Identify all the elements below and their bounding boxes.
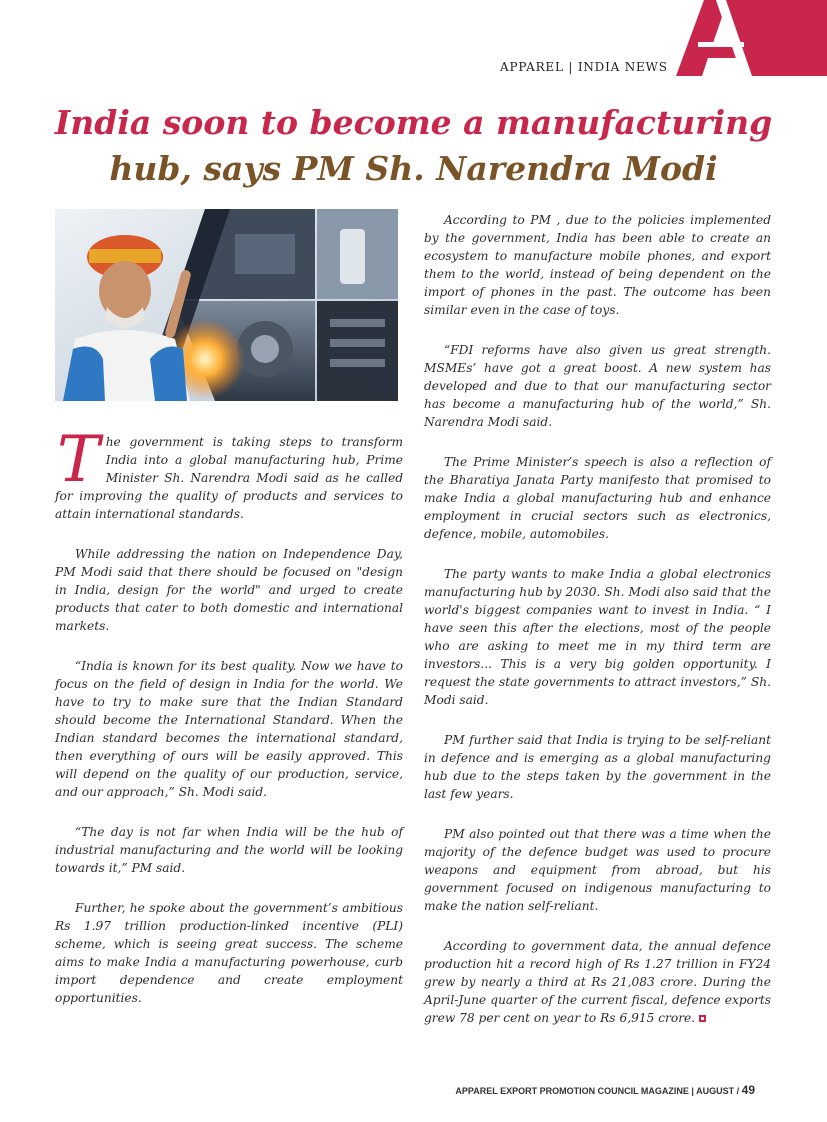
photo-collage [55, 209, 398, 401]
title-line-2: hub, says PM Sh. Narendra Modi [109, 149, 718, 188]
article-column-right [424, 211, 771, 1049]
paragraph: “The day is not far when India will be the hub of industrial manufacturing and the world will be looking towards it,” PM said. [55, 825, 403, 875]
paragraph-last: According to government data, the annual defence production hit a record high of Rs 1.27 trillion in FY24 grew by nearly a third at Rs 21,083 crore. During the April-June quarter of the current fiscal, defence exports grew 78 per cent on year to Rs 6,915 crore. [424, 939, 771, 1025]
paragraph: According to PM , due to the policies implemented by the government, India has been able to create an ecosystem to manufacture mobile phones, and export them to the world, instead of being dependent on the import of phones in the past. The outcome has been similar even in the case of toys. [424, 213, 771, 317]
paragraph: While addressing the nation on Independence Day, PM Modi said that there should be focused on "design in India, design for the world" and urged to create products that cater to both domestic and international markets. [55, 547, 403, 633]
paragraph: The Prime Minister’s speech is also a reflection of the Bharatiya Janata Party manifesto that promised to make India a global manufacturing hub and enhance employment in crucial sectors such as electronics, defence, mobile, automobiles. [424, 455, 771, 541]
paragraph: Further, he spoke about the government’s ambitious Rs 1.97 trillion production-linked incentive (PLI) scheme, which is seeing great success. The scheme aims to make India a manufacturing powerhouse, curb import dependence and create employment opportunities. [55, 901, 403, 1005]
paragraph: “India is known for its best quality. Now we have to focus on the field of design in India for the world. We have to try to make sure that the Indian Standard should become the International Standard. When the Indian standard becomes the international standard, then everything of ours will be easily approved. This will depend on the quality of our production, service, and our approach,” Sh. Modi said. [55, 659, 403, 799]
page-number: 49 [741, 1083, 755, 1097]
article-column-left [55, 423, 403, 1029]
end-of-article-icon [699, 1015, 706, 1022]
footer-magazine-name: APPAREL EXPORT PROMOTION COUNCIL MAGAZINE | AUGUST / [455, 1086, 740, 1096]
paragraph: PM also pointed out that there was a time when the majority of the defence budget was used to procure weapons and equipment from abroad, but his government focused on indigenous manufacturing to make the nation self-reliant. [424, 827, 771, 913]
page-footer [455, 1083, 755, 1097]
drop-cap: T [57, 423, 100, 497]
title-line-1: India soon to become a manufacturing [54, 103, 773, 142]
article-photo [55, 209, 398, 401]
paragraph: The party wants to make India a global electronics manufacturing hub by 2030. Sh. Modi also said that the world's biggest companies want to invest in India. “ I have seen this after the elections, most of the people who are asking to meet me in my third term are investors... This is a very big golden opportunity. I request the state governments to attract investors,” Sh. Modi said. [424, 567, 771, 707]
apparel-a-logo-icon [676, 0, 827, 76]
paragraph: The government is taking steps to transform India into a global manufacturing hub, Prime Minister Sh. Narendra Modi said as he called for improving the quality of products and services to attain international standards. [55, 423, 403, 521]
paragraph: PM further said that India is trying to be self-reliant in defence and is emerging as a global manufacturing hub due to the steps taken by the government in the last few years. [424, 733, 771, 801]
section-label: APPAREL | INDIA NEWS [500, 60, 668, 74]
paragraph: “FDI reforms have also given us great strength. MSMEs’ have got a great boost. A new system has developed and due to that our manufacturing sector has become a manufacturing hub of the world,” Sh. Narendra Modi said. [424, 343, 771, 429]
article-title [40, 100, 787, 192]
